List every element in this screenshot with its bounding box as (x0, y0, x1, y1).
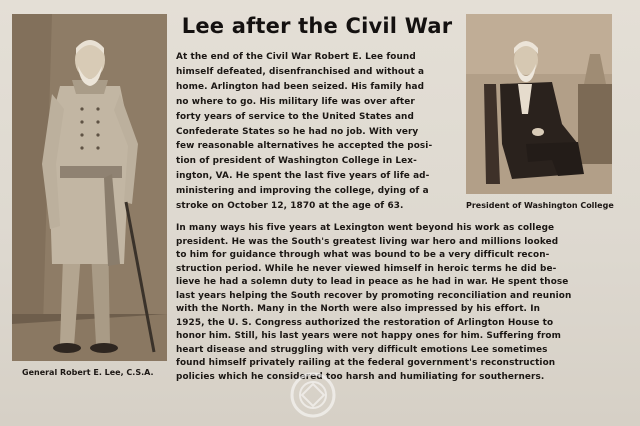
caption-president-lee: President of Washington College (466, 201, 614, 210)
text-line: few reasonable alternatives he accepted the posi- (176, 141, 433, 152)
text-line: 1925, the U. S. Congress authorized the restoration of Arlington House to (176, 317, 554, 328)
paragraph-2 (176, 222, 571, 384)
text-line: with the North. Many in the North were also impressed by his effort. In (176, 304, 541, 314)
text-line: to him for guidance through what was bound to be a very difficult recon- (176, 250, 550, 260)
text-line: At the end of the Civil War Robert E. Lee found (176, 52, 416, 62)
text-line: honor him. Still, his last years were not happy ones for him. Suffering from (176, 331, 561, 341)
seated-figure-illustration (466, 14, 612, 194)
standing-figure-illustration (12, 14, 167, 361)
caption-general-lee: General Robert E. Lee, C.S.A. (22, 368, 154, 377)
watermark-seal-icon (290, 372, 336, 418)
text-line: last years helping the South recover by promoting reconciliation and reunion (176, 290, 572, 301)
text-line: himself defeated, disenfranchised and without a (176, 66, 425, 77)
page-title: Lee after the Civil War (181, 14, 453, 38)
text-line: heart disease and struggling with very difficult emotions Lee sometimes (176, 344, 548, 355)
text-line: president. He was the South's greatest living war hero and millions looked (176, 236, 559, 247)
text-line: no where to go. His military life was over after (176, 96, 415, 107)
text-line: tion of president of Washington College in Lex- (176, 156, 417, 167)
text-line: lieve he had a solemn duty to lead in peace as he had in war. He spent those (176, 277, 569, 287)
text-line: Confederate States so he had no job. With very (176, 126, 419, 137)
text-line: forty years of service to the United States and (176, 111, 414, 122)
text-line: policies which he considered too harsh and humiliating for southerners. (176, 371, 545, 382)
portrait-general-lee (12, 14, 167, 361)
text-line: ington, VA. He spent the last five years of life ad- (176, 171, 430, 182)
text-line: home. Arlington had been seized. His family had (176, 81, 425, 92)
text-line: In many ways his five years at Lexington went beyond his work as college (176, 223, 555, 233)
paragraph-1 (176, 50, 432, 214)
text-line: stroke on October 12, 1870 at the age of 63. (176, 201, 404, 212)
portrait-president-lee (466, 14, 612, 194)
text-line: found himself privately railing at the federal government's reconstruction (176, 358, 556, 368)
text-line: ministering and improving the college, dying of a (176, 186, 429, 197)
text-line: struction period. While he never viewed himself in heroic terms he did be- (176, 263, 557, 274)
